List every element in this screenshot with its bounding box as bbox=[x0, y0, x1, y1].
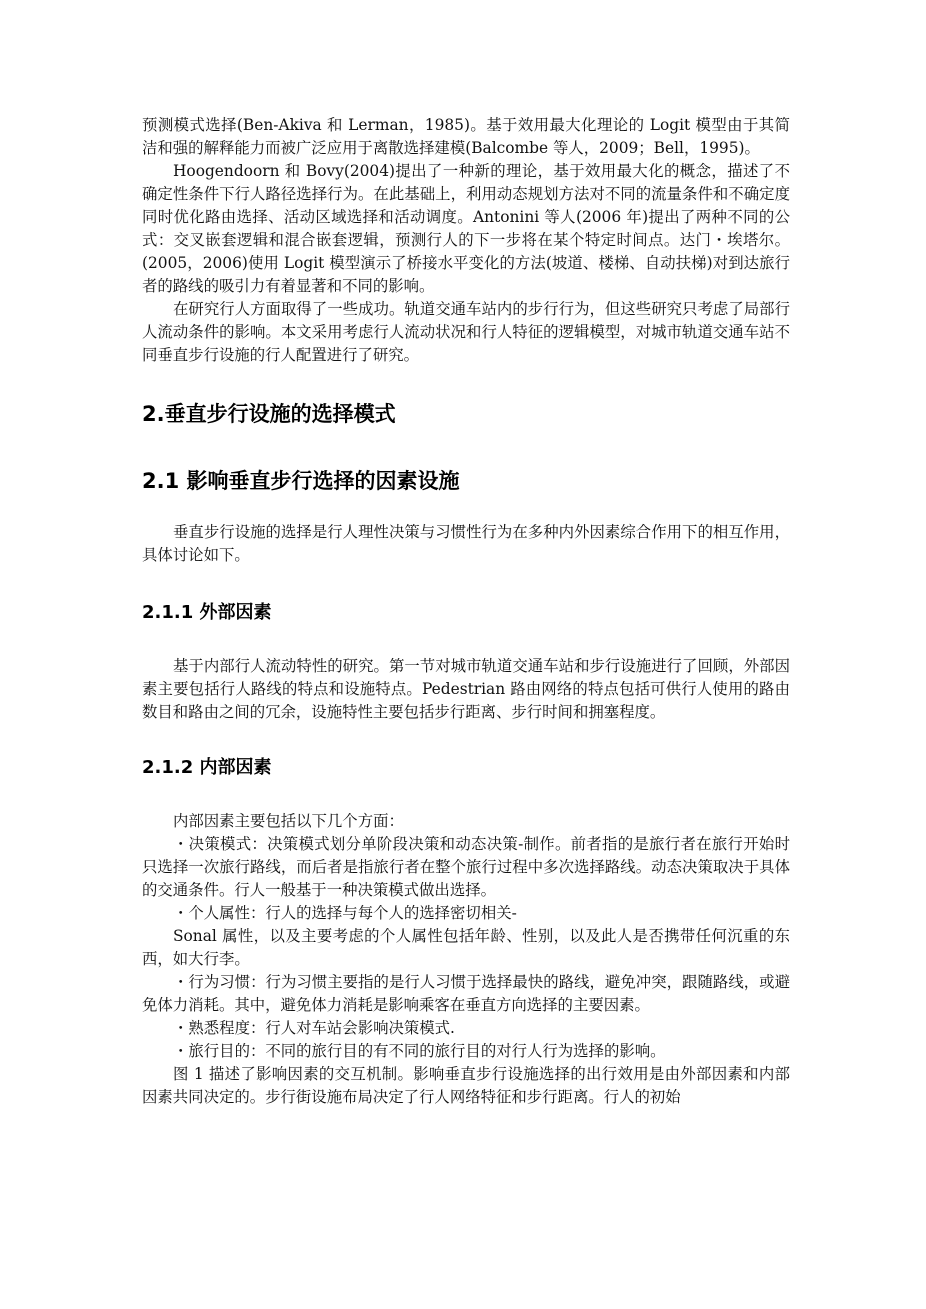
intro-paragraph-3: 在研究行人方面取得了一些成功。轨道交通车站内的步行行为，但这些研究只考虑了局部行人流动条件的影响。本文采用考虑行人流动状况和行人特征的逻辑模型，对城市轨道交通车站不同垂直步行设施的行人配置进行了研究。 bbox=[142, 300, 790, 364]
figure-1-description: 图 1 描述了影响因素的交互机制。影响垂直步行设施选择的出行效用是由外部因素和内部因素共同决定的。步行街设施布局决定了行人网络特征和步行距离。行人的初始 bbox=[142, 1065, 790, 1106]
section-2-1-2-heading: 2.1.2 内部因素 bbox=[142, 757, 272, 778]
section-2-1-1-heading: 2.1.1 外部因素 bbox=[142, 602, 272, 623]
internal-factors-intro: 内部因素主要包括以下几个方面： bbox=[173, 812, 404, 830]
bullet-travel-purpose: ・旅行目的：不同的旅行目的有不同的旅行目的对行人行为选择的影响。 bbox=[173, 1042, 666, 1060]
section-2-heading: 2.垂直步行设施的选择模式 bbox=[142, 402, 396, 426]
bullet-familiarity: ・熟悉程度：行人对车站会影响决策模式. bbox=[173, 1019, 455, 1037]
intro-paragraph-1: 预测模式选择(Ben-Akiva 和 Lerman，1985)。基于效用最大化理论的 Logit 模型由于其简洁和强的解释能力而被广泛应用于离散选择建模(Balcombe 等人，2009；Bell，1995)。 bbox=[142, 116, 790, 157]
paper-page bbox=[142, 114, 790, 1109]
bullet-behavior-habits: ・行为习惯：行为习惯主要指的是行人习惯于选择最快的路线，避免冲突，跟随路线，或避免体力消耗。其中，避免体力消耗是影响乘客在垂直方向选择的主要因素。 bbox=[142, 973, 790, 1014]
section-2-1-paragraph: 垂直步行设施的选择是行人理性决策与习惯性行为在多种内外因素综合作用下的相互作用，具体讨论如下。 bbox=[142, 523, 790, 564]
bullet-decision-mode: ・决策模式：决策模式划分单阶段决策和动态决策-制作。前者指的是旅行者在旅行开始时只选择一次旅行路线，而后者是指旅行者在整个旅行过程中多次选择路线。动态决策取决于具体的交通条件。行人一般基于一种决策模式做出选择。 bbox=[142, 835, 790, 899]
intro-paragraph-2: Hoogendoorn 和 Bovy(2004)提出了一种新的理论，基于效用最大化的概念，描述了不确定性条件下行人路径选择行为。在此基础上，利用动态规划方法对不同的流量条件和不确定度同时优化路由选择、活动区域选择和活动调度。Antonini 等人(2006 年)提出了两种不同的公式：交叉嵌套逻辑和混合嵌套逻辑，预测行人的下一步将在某个特定时间点。达门・埃塔尔。(2005，2006)使用 Logit 模型演示了桥接水平变化的方法(坡道、楼梯、自动扶梯)对到达旅行者的路线的吸引力有着显著和不同的影响。 bbox=[142, 162, 790, 295]
personal-attributes-continued: Sonal 属性，以及主要考虑的个人属性包括年龄、性别，以及此人是否携带任何沉重的东西，如大行李。 bbox=[142, 927, 790, 968]
section-2-1-heading: 2.1 影响垂直步行选择的因素设施 bbox=[142, 469, 460, 493]
bullet-personal-attributes: ・个人属性：行人的选择与每个人的选择密切相关- bbox=[173, 904, 517, 922]
section-2-1-1-paragraph: 基于内部行人流动特性的研究。第一节对城市轨道交通车站和步行设施进行了回顾，外部因素主要包括行人路线的特点和设施特点。Pedestrian 路由网络的特点包括可供行人使用的路由数目和路由之间的冗余，设施特性主要包括步行距离、步行时间和拥塞程度。 bbox=[142, 657, 790, 721]
